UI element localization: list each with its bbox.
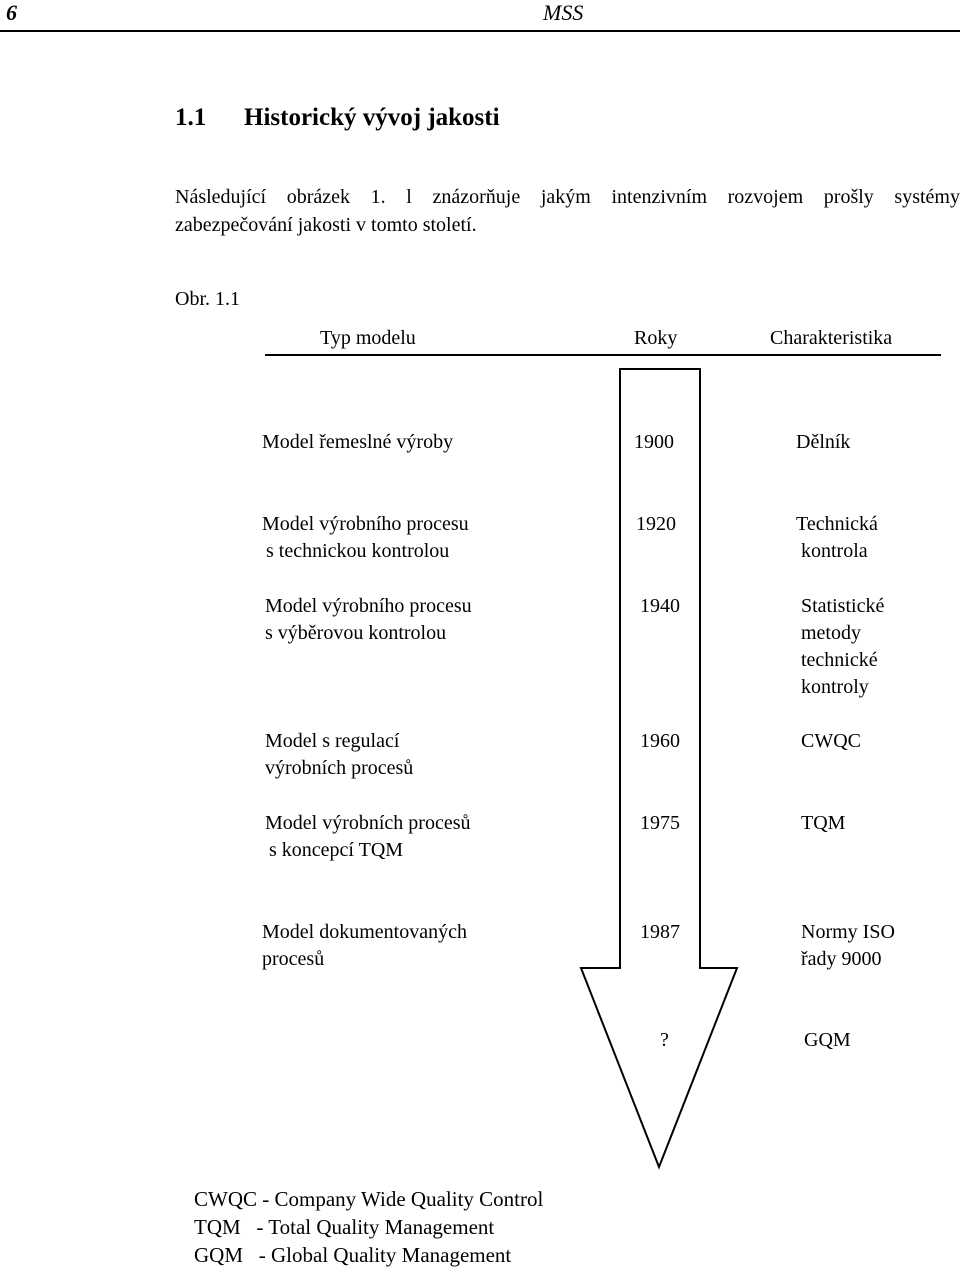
legend-entry: TQM - Total Quality Management <box>194 1215 495 1239</box>
year-cell: 1940 <box>640 595 680 617</box>
characteristic-cell <box>796 511 878 565</box>
paragraph-line-2: zabezpečování jakosti v tomto století. <box>175 214 477 236</box>
column-header-characteristic: Charakteristika <box>770 327 893 349</box>
characteristic-line: CWQC <box>801 730 861 752</box>
year-cell: 1920 <box>636 513 676 535</box>
characteristic-line: GQM <box>804 1029 851 1051</box>
characteristic-line: Dělník <box>796 431 851 453</box>
model-cell <box>265 728 413 782</box>
section-title: Historický vývoj jakosti <box>244 104 500 131</box>
model-line: s technickou kontrolou <box>266 540 450 562</box>
model-line: Model s regulací <box>265 730 400 752</box>
header-rule <box>0 30 960 32</box>
model-line: Model výrobního procesu <box>262 513 469 535</box>
model-line: výrobních procesů <box>265 757 414 779</box>
characteristic-line: technické <box>801 649 878 671</box>
running-title: MSS <box>543 0 584 25</box>
characteristic-line: TQM <box>801 812 846 834</box>
model-cell <box>262 919 467 973</box>
characteristic-line: metody <box>801 622 861 644</box>
model-cell <box>265 810 471 864</box>
model-cell <box>265 593 472 647</box>
year-cell: ? <box>660 1029 669 1051</box>
characteristic-cell <box>801 919 895 973</box>
year-cell: 1900 <box>634 431 674 453</box>
legend-entry: GQM - Global Quality Management <box>194 1243 512 1267</box>
model-line: Model výrobního procesu <box>265 595 472 617</box>
column-header-years: Roky <box>634 327 678 349</box>
page-number: 6 <box>6 0 17 25</box>
year-cell: 1987 <box>640 921 680 943</box>
model-cell <box>262 511 469 565</box>
legend-entry: CWQC - Company Wide Quality Control <box>194 1187 544 1211</box>
characteristic-line: Technická <box>796 513 878 535</box>
section-number: 1.1 <box>175 104 207 131</box>
characteristic-line: Normy ISO <box>801 921 895 943</box>
model-line: s výběrovou kontrolou <box>265 622 447 644</box>
characteristic-cell <box>796 429 850 456</box>
abbreviation-legend <box>194 1185 543 1269</box>
timeline-down-arrow-icon <box>578 368 740 1170</box>
characteristic-line: Statistické <box>801 595 885 617</box>
characteristic-line: řady 9000 <box>801 948 882 970</box>
paragraph-line-1: Následující obrázek 1. l znázorňuje jakým intenzivním rozvojem prošly systémy <box>175 186 960 208</box>
characteristic-cell <box>801 810 845 837</box>
characteristic-cell <box>801 593 884 701</box>
characteristic-cell <box>801 728 861 755</box>
model-line: procesů <box>262 948 325 970</box>
model-cell <box>262 429 453 456</box>
model-line: Model řemeslné výroby <box>262 431 454 453</box>
figure-caption: Obr. 1.1 <box>175 288 240 310</box>
characteristic-cell <box>804 1027 851 1054</box>
year-cell: 1960 <box>640 730 680 752</box>
model-line: s koncepcí TQM <box>269 839 404 861</box>
table-header-rule <box>265 354 941 356</box>
model-line: Model dokumentovaných <box>262 921 467 943</box>
year-cell: 1975 <box>640 812 680 834</box>
characteristic-line: kontroly <box>801 676 869 698</box>
model-line: Model výrobních procesů <box>265 812 471 834</box>
characteristic-line: kontrola <box>801 540 868 562</box>
column-header-model: Typ modelu <box>320 327 416 349</box>
intro-paragraph <box>175 183 960 239</box>
